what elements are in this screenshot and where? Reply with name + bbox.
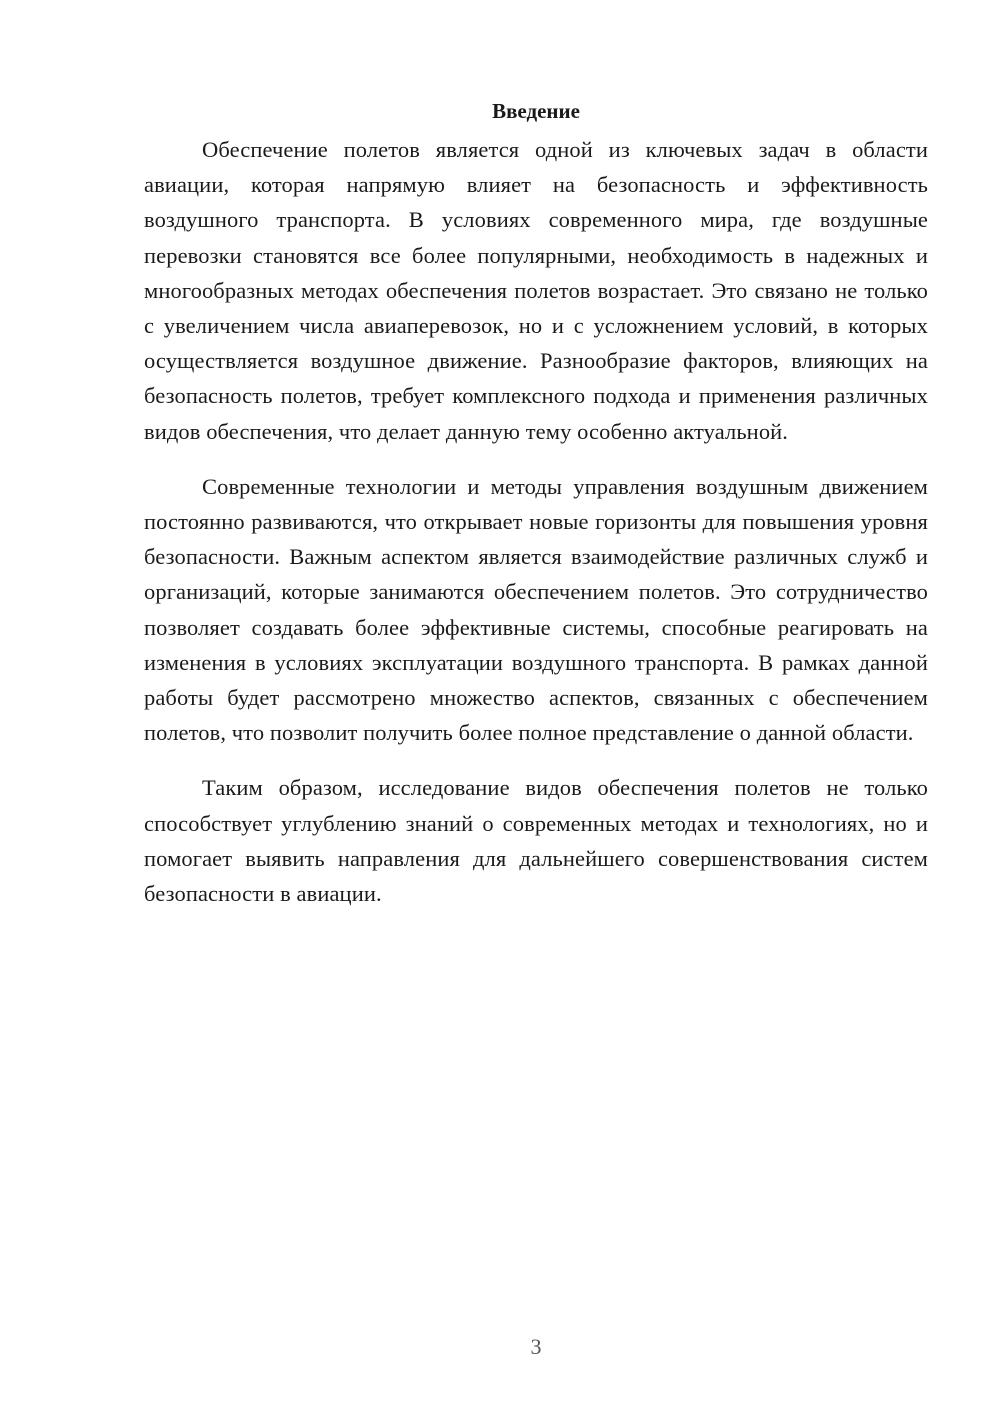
section-title: Введение: [492, 99, 580, 123]
paragraph-3: Таким образом, исследование видов обеспечения полетов не только способствует углублению знаний о современных методах и технологиях, но и помогает выявить направления для дальнейшего совершенствования систем безопасности в авиации.: [144, 775, 928, 907]
paragraph-2: Современные технологии и методы управления воздушным движением постоянно развиваются, что открывает новые горизонты для повышения уровня безопасности. Важным аспектом является взаимодействие различных служб и организаций, которые занимаются обеспечением полетов. Это сотрудничество позволяет создавать более эффективные системы, способные реагировать на изменения в условиях эксплуатации воздушного транспорта. В рамках данной работы будет рассмотрено множество аспектов, связанных с обеспечением полетов, что позволит получить более полное представление о данной области.: [144, 473, 928, 746]
page-content: [144, 96, 928, 911]
paragraph-1: Обеспечение полетов является одной из ключевых задач в области авиации, которая напрямую влияет на безопасность и эффективность воздушного транспорта. В условиях современного мира, где воздушные перевозки становятся все более популярными, необходимость в надежных и многообразных методах обеспечения полетов возрастает. Это связано не только с увеличением числа авиаперевозок, но и с усложнением условий, в которых осуществляется воздушное движение. Разнообразие факторов, влияющих на безопасность полетов, требует комплексного подхода и применения различных видов обеспечения, что делает данную тему особенно актуальной.: [144, 137, 928, 444]
page-number: 3: [530, 1334, 542, 1359]
